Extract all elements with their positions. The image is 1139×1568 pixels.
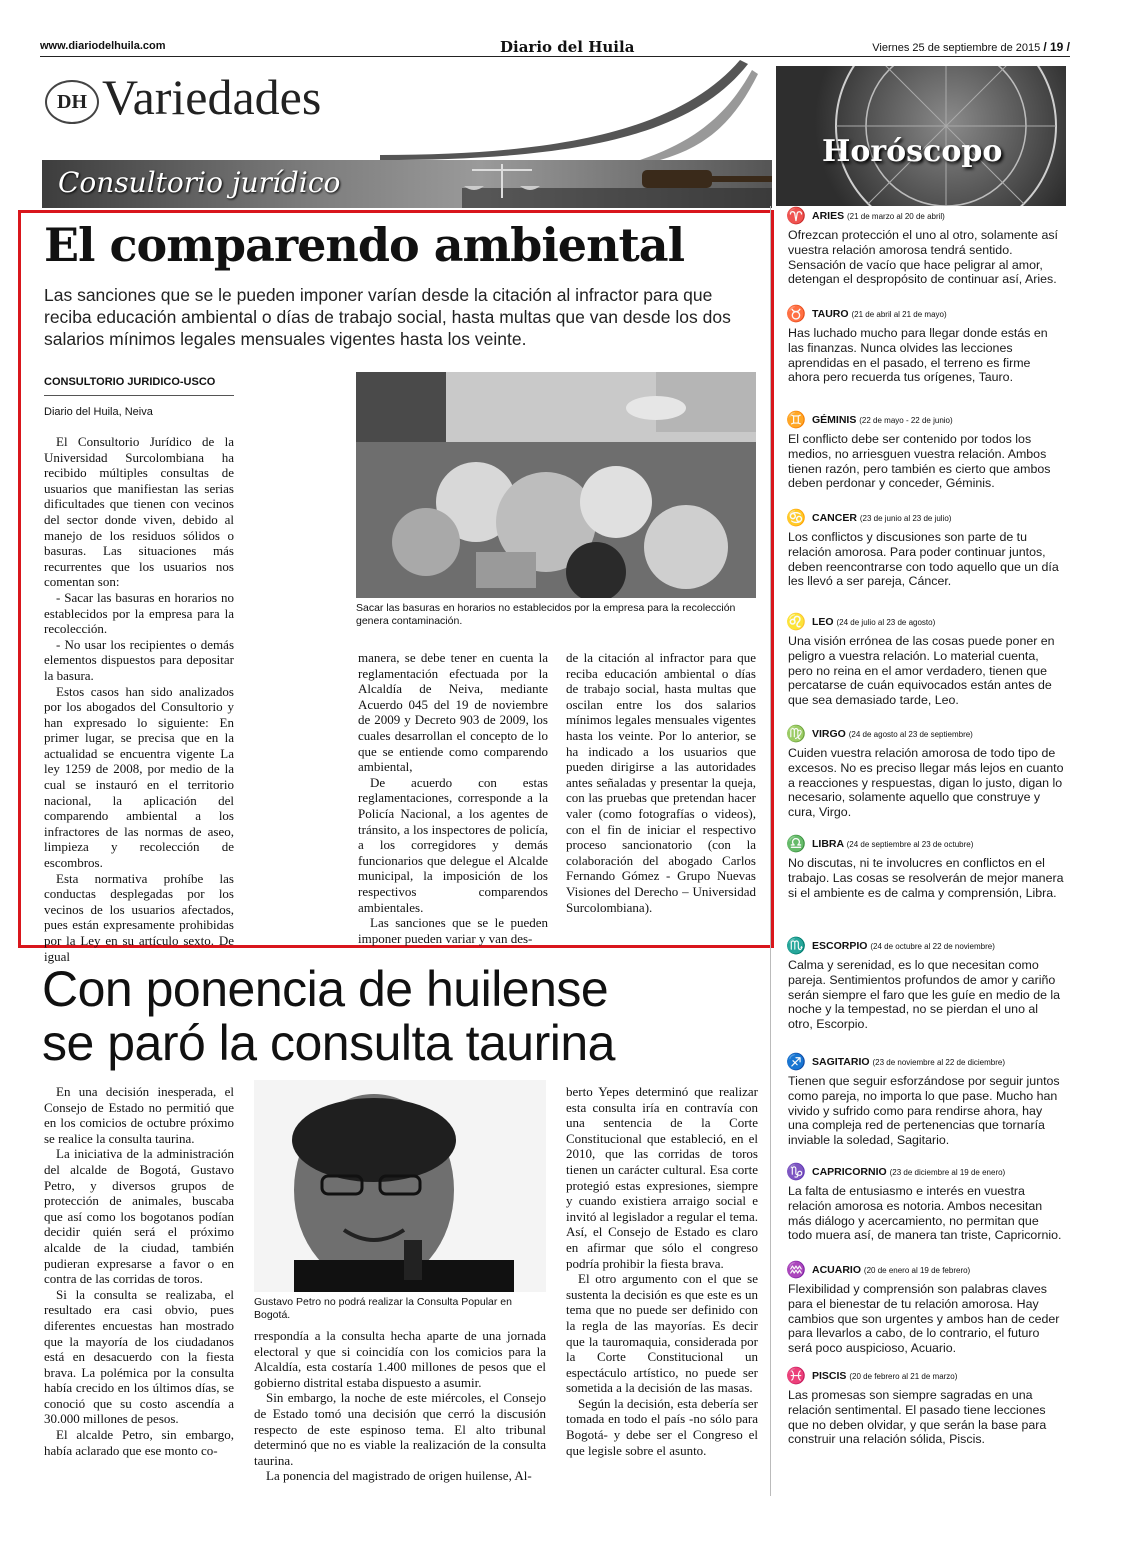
sign-text: Calma y serenidad, es lo que necesitan como pareja. Sentimientos profundos de amor y cariño serán siempre el faro que les guíe en medio de la noche y la tempestad, no se pierdan el uno al otro, Escorpio. bbox=[788, 958, 1061, 1032]
sign-name: ARIES bbox=[812, 209, 845, 222]
sign-name: ACUARIO bbox=[812, 1263, 861, 1276]
paragraph: manera, se debe tener en cuenta la reglamentación efectuada por la Alcaldía de Neiva, mediante Acuerdo 045 del 19 de noviembre de 2009 y Decreto 903 de 2009, los cuales desarrollan el concepto de lo que se entiende como comparendo ambiental, bbox=[358, 650, 548, 775]
sign-heading bbox=[786, 1366, 958, 1385]
sign-heading bbox=[786, 1162, 1006, 1181]
pisces-icon: ♓ bbox=[786, 1368, 806, 1385]
garbage-photo-caption: Sacar las basuras en horarios no establecidos por la empresa para la recolección genera contaminación. bbox=[356, 602, 736, 627]
horoscope-sign-capricornio bbox=[786, 1162, 1066, 1260]
dh-logo: DH bbox=[45, 80, 99, 124]
sign-dates: (21 de abril al 21 de mayo) bbox=[851, 309, 947, 319]
sign-text: No discutas, ni te involucres en conflictos en el trabajo. Las cosas se resolverán de mejor manera si el ambiente es de calma y comprensión, Libra. bbox=[788, 856, 1064, 900]
byline-rule bbox=[44, 395, 234, 396]
sign-name: CANCER bbox=[812, 511, 857, 524]
paragraph: La iniciativa de la administración del alcalde de Bogotá, Gustavo Petro, y diversos grupos de protección de animales, buscaba que así como los bogotanos podían decidir quién será el próximo alcalde de la ciudad, también pudieran expresarse a favor o en contra de las corridas de toros. bbox=[44, 1146, 234, 1287]
article1-source: Diario del Huila, Neiva bbox=[44, 406, 153, 418]
sign-name: SAGITARIO bbox=[812, 1055, 870, 1068]
paragraph: La ponencia del magistrado de origen huilense, Al- bbox=[266, 1468, 532, 1484]
paragraph: El Consultorio Jurídico de la Universidad Surcolombiana ha recibido múltiples consultas de usuarios que manifiestan las serias dificultades que tienen con vecinos del sector donde viven, debido al manejo de los residuos sólidos o basuras. Las situaciones más recurrentes que los usuarios nos comentan son: bbox=[44, 434, 234, 590]
newspaper-masthead bbox=[500, 38, 634, 56]
horoscope-sign-escorpio bbox=[786, 936, 1066, 1052]
sign-heading bbox=[786, 1052, 1005, 1071]
article2-column-1 bbox=[44, 1084, 234, 1458]
capricorn-icon: ♑ bbox=[786, 1164, 806, 1181]
article2-headline bbox=[42, 962, 782, 1070]
paragraph: El alcalde Petro, sin embargo, había aclarado que ese monto co- bbox=[44, 1427, 234, 1458]
virgo-icon: ♍ bbox=[786, 726, 806, 743]
garbage-photo bbox=[356, 372, 756, 598]
sign-dates: (23 de junio al 23 de julio) bbox=[859, 513, 952, 523]
horoscope-column-divider bbox=[770, 206, 771, 1496]
sign-name: CAPRICORNIO bbox=[812, 1165, 887, 1178]
sign-dates: (21 de marzo al 20 de abril) bbox=[847, 211, 945, 221]
horoscope-sign-libra bbox=[786, 834, 1066, 936]
article2-column-3 bbox=[566, 1084, 758, 1458]
article2-column-2 bbox=[254, 1328, 546, 1484]
sign-text: Flexibilidad y comprensión son palabras claves para el bienestar de tu relación amorosa. Hay cambios que son urgentes y ambos han de ceder para llevarlos a cabo, de lo contrario, el futuro será poco auspicioso, Acuario. bbox=[788, 1282, 1060, 1356]
libra-icon: ♎ bbox=[786, 836, 806, 853]
issue-date: Viernes 25 de septiembre de 2015 bbox=[872, 42, 1041, 54]
sign-text: Cuiden vuestra relación amorosa de todo tipo de excesos. No es preciso llegar más lejos en cuanto a reacciones y respuestas, digan lo justo, digan lo necesario, solamente aquello que construye y cura, Virgo. bbox=[788, 746, 1064, 820]
sign-text: La falta de entusiasmo e interés en vuestra relación amorosa es notoria. Ambos necesitan más diálogo y acercamiento, no permitan que todo muera así, de manera tan triste, Capricornio. bbox=[788, 1184, 1062, 1243]
horoscope-sign-geminis bbox=[786, 410, 1066, 508]
issue-date-line bbox=[872, 40, 1070, 54]
horoscope-sign-sagitario bbox=[786, 1052, 1066, 1162]
sign-dates: (23 de noviembre al 22 de diciembre) bbox=[872, 1057, 1005, 1067]
sign-dates: (20 de enero al 19 de febrero) bbox=[863, 1265, 971, 1275]
aries-icon: ♈ bbox=[786, 208, 806, 225]
garbage-photo-image bbox=[356, 372, 756, 598]
horoscope-list bbox=[786, 206, 1066, 1466]
paragraph: El otro argumento con el que se sustenta la decisión es que este es un tema que no puede ser definido con la regla de las mayorías. Es decir que la tauromaquia, considerada por la Corte Constitucional un espectáculo artístico, no puede ser sometida a la decisión de las masas. bbox=[566, 1271, 758, 1396]
paragraph: - Sacar las basuras en horarios no establecidos por la empresa para la recolección. bbox=[44, 589, 234, 637]
sign-dates: (20 de febrero al 21 de marzo) bbox=[849, 1371, 958, 1381]
sign-heading bbox=[786, 936, 995, 955]
paragraph: Las sanciones que se le pueden imponer pueden variar y van des- bbox=[358, 915, 548, 946]
article2-headline-line-1: Con ponencia de huilense bbox=[42, 961, 609, 1017]
sign-heading bbox=[786, 508, 952, 527]
horoscope-title: Horóscopo bbox=[822, 134, 1003, 169]
sign-text: Las promesas son siempre sagradas en una relación sentimental. El pasado tiene lecciones que no deben olvidar, y que serán la base para construir una relación sólida, Piscis. bbox=[788, 1388, 1047, 1447]
paragraph: Sin embargo, la noche de este miércoles, el Consejo de Estado tomó una decisión que cerró la discusión respecto de este espinoso tema. El alto tribunal determinó que no es viable la realización de la consulta taurina. bbox=[254, 1390, 546, 1468]
sign-text: Tienen que seguir esforzándose por seguir juntos como pareja, no importa lo que pase. Mucho han vivido y sufrido como para rendirse ahora, hay una compleja red de pertenencias que tornaría inviable la soledad, Sagitario. bbox=[788, 1074, 1060, 1148]
consultorio-banner-text: Consultorio jurídico bbox=[58, 166, 341, 199]
sagittarius-icon: ♐ bbox=[786, 1054, 806, 1071]
sign-heading bbox=[786, 1260, 971, 1279]
sign-dates: (22 de mayo - 22 de junio) bbox=[859, 415, 953, 425]
petro-photo bbox=[254, 1080, 546, 1292]
sign-name: TAURO bbox=[812, 307, 849, 320]
paragraph: rrespondía a la consulta hecha aparte de una jornada electoral y que si coincidía con los comicios para la Alcaldía, esta costaría 1.400 millones de pesos que el gobierno distrital estaba dispuesto a asumir. bbox=[254, 1328, 546, 1390]
consultorio-banner bbox=[42, 160, 772, 208]
article1-headline: El comparendo ambiental bbox=[44, 218, 685, 272]
sign-text: Los conflictos y discusiones son parte de tu relación amorosa. Para poder continuar juntos, deben reencontrarse con todo aquello que un día les llevó a ser pareja, Cáncer. bbox=[788, 530, 1059, 589]
sign-heading bbox=[786, 612, 936, 631]
paragraph: De acuerdo con estas reglamentaciones, corresponde a la Policía Nacional, a los agentes de tránsito, a los inspectores de policía, a los corregidores y demás funcionarios que delegue el Alcalde municipal, la imposición de los respectivos comparendos ambientales. bbox=[358, 774, 548, 915]
article2-headline-line-2: se paró la consulta taurina bbox=[42, 1015, 615, 1071]
paragraph: de la citación al infractor para que reciba educación ambiental o días de trabajo social, hasta multas que oscilan entre los dos salarios mínimos legales mensuales vigentes hasta los veinte. Por lo anterior, se ha indicado a los usuarios que pueden dirigirse a las autoridades antes señaladas y presentar la queja, con las pruebas que pretendan hacer valer (como fotografías o videos), con el fin de iniciar el respectivo proceso sancionatorio (con la colaboración del abogado Carlos Fernando Gómez - Grupo Nuevas Visiones del Derecho – Universidad Surcolombiana). bbox=[566, 650, 756, 915]
sign-dates: (24 de octubre al 22 de noviembre) bbox=[870, 941, 995, 951]
sign-name: LIBRA bbox=[812, 837, 844, 850]
horoscope-sign-acuario bbox=[786, 1260, 1066, 1366]
sign-name: ESCORPIO bbox=[812, 939, 868, 952]
horoscope-sign-tauro bbox=[786, 304, 1066, 410]
article1-column-3 bbox=[566, 650, 756, 915]
paragraph: En una decisión inesperada, el Consejo de Estado no permitió que en los comicios de octubre próximo se realice la consulta taurina. bbox=[44, 1084, 234, 1146]
sign-heading bbox=[786, 410, 953, 429]
article1-byline: CONSULTORIO JURIDICO-USCO bbox=[44, 376, 216, 388]
sign-text: El conflicto debe ser contenido por todos los medios, no arriesguen vuestra relación. Ambos tienen razón, pero también es cierto que ambos deben perdonar y conceder, Géminis. bbox=[788, 432, 1051, 491]
site-url[interactable]: www.diariodelhuila.com bbox=[40, 40, 166, 52]
sign-text: Ofrezcan protección el uno al otro, solamente así vuestra relación amorosa tendrá sentido. Sensación de vacío que hace peligrar al amor, detengan el despropósito de continuar así, Aries. bbox=[788, 228, 1058, 287]
sign-text: Una visión errónea de las cosas puede poner en peligro a vuestra relación. Lo material cuenta, pero no reina en el amor verdadero, tienen que percatarse de cuán equivocados están antes de que sea demasiado tarde, Leo. bbox=[788, 634, 1055, 708]
paragraph: Esta normativa prohíbe las conductas desplegadas por los vecinos de los usuarios afectados, pues están expresamente prohibidas por la Ley en su artículo sexto. De igual bbox=[44, 870, 234, 964]
paragraph: Si la consulta se realizaba, el resultado era casi obvio, pues diferentes encuestas han mostrado que la mayoría de los ciudadanos está en desacuerdo con la fiesta brava. La polémica por la consulta había crecido en los últimos días, se conoció que su costo ascendía a 30.000 millones de pesos. bbox=[44, 1286, 234, 1427]
masthead-part-2: Huila bbox=[588, 38, 635, 56]
petro-photo-caption: Gustavo Petro no podrá realizar la Consulta Popular en Bogotá. bbox=[254, 1296, 512, 1321]
horoscope-sign-leo bbox=[786, 612, 1066, 724]
gavel-scales-illustration bbox=[462, 160, 772, 208]
sign-heading bbox=[786, 206, 945, 225]
sign-name: LEO bbox=[812, 615, 834, 628]
sign-heading bbox=[786, 834, 974, 853]
aquarius-icon: ♒ bbox=[786, 1262, 806, 1279]
sign-name: VIRGO bbox=[812, 727, 846, 740]
article1-deck: Las sanciones que se le pueden imponer varían desde la citación al infractor para que reciba educación ambiental o días de trabajo social, hasta multas que van desde los dos salarios mínimos legales mensuales vigentes hasta los veinte. bbox=[44, 285, 731, 349]
leo-icon: ♌ bbox=[786, 614, 806, 631]
sign-heading bbox=[786, 304, 947, 323]
section-swoosh-graphic bbox=[380, 60, 760, 160]
page-number: / 19 / bbox=[1043, 40, 1070, 54]
sign-dates: (24 de agosto al 23 de septiembre) bbox=[848, 729, 973, 739]
horoscope-sign-piscis bbox=[786, 1366, 1066, 1466]
paragraph: Según la decisión, esta debería ser tomada en todo el país -no sólo para Bogotá- y debe ser el Congreso el que legisle sobre el asunto. bbox=[566, 1395, 758, 1458]
gemini-icon: ♊ bbox=[786, 412, 806, 429]
paragraph: berto Yepes determinó que realizar esta consulta iría en contravía con una sentencia de la Corte Constitucional que estableció, en el 2010, que las corridas de toros tienen un carácter cultural. Esa corte protegió estas expresiones, siempre y cuando existiera arraigo social e invitó al legislador a regular el tema. Así, el Consejo de Estado es claro en afirmar que sólo el congreso podría prohibir la fiesta brava. bbox=[566, 1084, 758, 1271]
article1-column-1 bbox=[44, 434, 234, 964]
sign-dates: (24 de julio al 23 de agosto) bbox=[836, 617, 936, 627]
sign-text: Has luchado mucho para llegar donde estás en las finanzas. Nunca olvides las lecciones aprendidas en el pasado, el terreno es firme ahora pero recuerda tus orígenes, Tauro. bbox=[788, 326, 1048, 385]
sign-dates: (23 de diciembre al 19 de enero) bbox=[889, 1167, 1006, 1177]
sign-name: GÉMINIS bbox=[812, 413, 857, 426]
horoscope-sign-virgo bbox=[786, 724, 1066, 834]
horoscope-sign-aries bbox=[786, 206, 1066, 304]
cancer-icon: ♋ bbox=[786, 510, 806, 527]
taurus-icon: ♉ bbox=[786, 306, 806, 323]
petro-photo-image bbox=[254, 1080, 546, 1292]
sign-dates: (24 de septiembre al 23 de octubre) bbox=[846, 839, 974, 849]
paragraph: - No usar los recipientes o demás elementos dispuestos para depositar la basura. bbox=[44, 636, 234, 683]
header-rule bbox=[40, 56, 1070, 57]
horoscope-sign-cancer bbox=[786, 508, 1066, 612]
paragraph: Estos casos han sido analizados por los abogados del Consultorio y han expresado lo siguiente: En primer lugar, se precisa que en la actualidad se encuentra vigente La ley 1259 de 2008, por medio de la cual se instauró en el territorio nacional, la aplicación del comparendo ambiental a los infractores de las normas de aseo, limpieza y recolección de escombros. bbox=[44, 683, 234, 871]
sign-name: PISCIS bbox=[812, 1369, 847, 1382]
scorpio-icon: ♏ bbox=[786, 938, 806, 955]
section-title: Variedades bbox=[102, 69, 322, 125]
masthead-part-1: Diario del bbox=[500, 38, 589, 56]
article1-column-2 bbox=[358, 650, 548, 946]
sign-heading bbox=[786, 724, 973, 743]
